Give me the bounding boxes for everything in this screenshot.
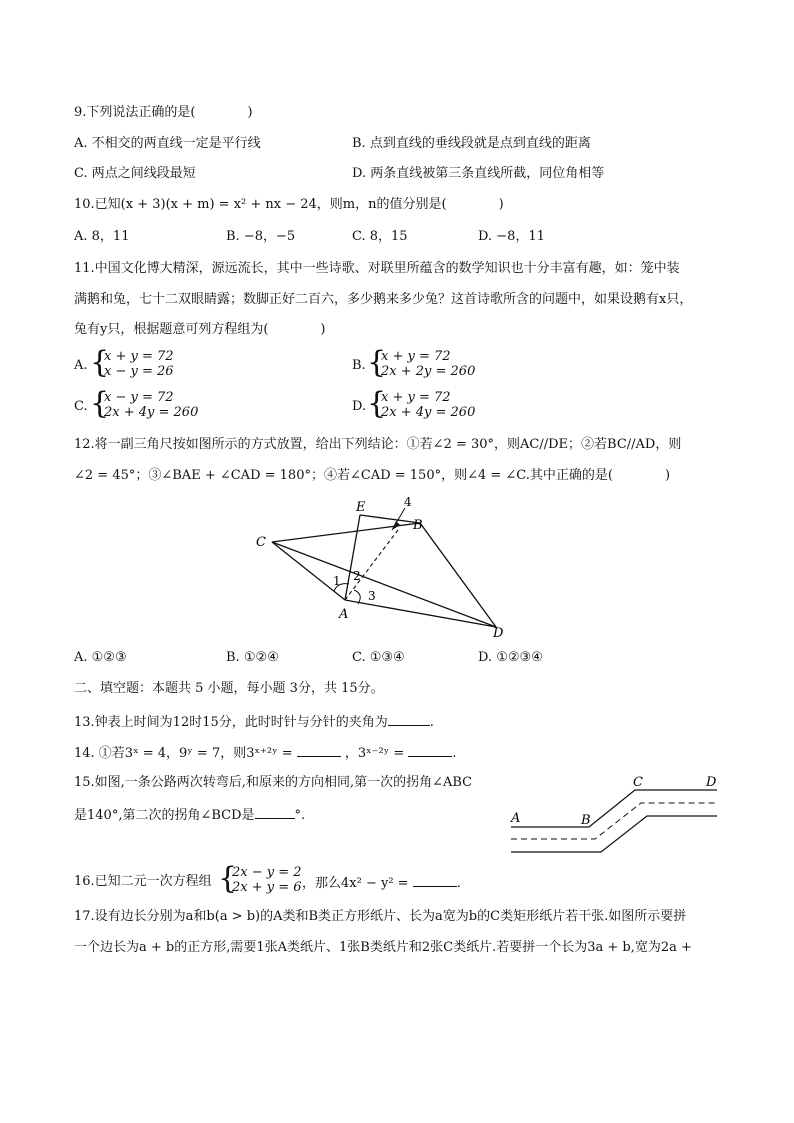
q16-suffix: ，那么4x² − y² =: [302, 876, 409, 891]
segment-ae: [345, 515, 360, 600]
q11-line3: 兔有y只，根据题意可列方程组为( ): [74, 322, 326, 337]
q14-answer-blank-1[interactable]: [297, 744, 341, 757]
q12-line1: 12.将一副三角尺按如图所示的方式放置，给出下列结论：①若∠2 = 30°，则AC//DE；②若BC//AD，则: [74, 437, 682, 452]
road-bottom-edge: [511, 816, 717, 852]
q14-mid: ，3ˣ⁻²ʸ =: [344, 746, 405, 761]
q9-option-d: D. 两条直线被第三条直线所截，同位角相等: [352, 166, 605, 181]
q9-stem: 9.下列说法正确的是( ): [74, 105, 253, 120]
equation: 2x + 4y = 260: [104, 405, 199, 420]
q15-line2: 是140°,第二次的拐角∠BCD是: [74, 808, 255, 823]
q12-figure: [250, 494, 530, 644]
segment-eb: [360, 515, 420, 523]
equation: x + y = 72: [104, 349, 174, 364]
q15-end: °.: [294, 808, 306, 823]
label-b: B: [413, 518, 423, 533]
road-center-line: [511, 803, 717, 839]
label-a: A: [511, 811, 521, 826]
q14-answer-blank-2[interactable]: [408, 744, 452, 757]
equation: x − y = 26: [104, 364, 174, 379]
q13-text: 13.钟表上时间为12时15分，此时时针与分针的夹角为: [74, 715, 388, 730]
q10-option-a: A. 8，11: [74, 229, 130, 244]
brace: {: [90, 386, 110, 421]
brace: {: [367, 345, 387, 380]
label-1: 1: [333, 574, 341, 588]
q12-option-b: B. ①②④: [226, 650, 279, 665]
q15-line1: 15.如图,一条公路两次转弯后,和原来的方向相同,第一次的拐角∠ABC: [74, 775, 473, 790]
label-c: C: [633, 775, 643, 790]
section-heading: 二、填空题：本题共 5 小题，每小题 3分，共 15分。: [74, 681, 384, 696]
q16-eq2: 2x + y = 6: [232, 880, 302, 895]
q11-option-b-label: B.: [352, 358, 366, 373]
q11-option-a-label: A.: [74, 358, 88, 373]
label-3: 3: [368, 589, 376, 603]
q17-line2: 一个边长为a + b的正方形,需要1张A类纸片、1张B类纸片和2张C类纸片.若要拼一个长为3a + b,宽为2a +: [74, 940, 692, 955]
q14-end: .: [452, 746, 457, 761]
equation: 2x + 4y = 260: [381, 405, 476, 420]
q12-line2: ∠2 = 45°；③∠BAE + ∠CAD = 180°；④若∠CAD = 150°，则∠4 = ∠C.其中正确的是( ): [74, 468, 671, 483]
label-2: 2: [353, 569, 361, 583]
q14-text: 14. ①若3ˣ = 4，9ʸ = 7，则3ˣ⁺²ʸ =: [74, 746, 293, 761]
triangle-cbd: [272, 523, 496, 627]
label-e: E: [356, 500, 366, 515]
equation: x − y = 72: [104, 390, 174, 405]
q13-answer-blank[interactable]: [388, 713, 430, 726]
q10-option-c: C. 8，15: [352, 229, 408, 244]
brace: {: [218, 861, 238, 896]
equation: 2x + 2y = 260: [381, 364, 476, 379]
q14: [74, 744, 457, 762]
q10-stem: 10.已知(x + 3)(x + m) = x² + nx − 24，则m，n的值分别是( ): [74, 197, 504, 212]
q16-end: .: [456, 876, 461, 891]
label-4: 4: [404, 495, 412, 509]
q17-line1: 17.设有边长分别为a和b(a > b)的A类和B类正方形纸片、长为a宽为b的C类矩形纸片若干张.如图所示要拼: [74, 909, 687, 924]
q15-line2-wrap: [74, 806, 305, 824]
segment-ac: [272, 542, 345, 600]
brace: {: [367, 386, 387, 421]
q9-option-a: A. 不相交的两直线一定是平行线: [74, 136, 261, 151]
q15-answer-blank[interactable]: [255, 806, 295, 819]
q13: [74, 713, 434, 731]
q11-option-c-label: C.: [74, 399, 88, 414]
q15-figure: [505, 772, 725, 856]
q12-option-c: C. ①③④: [352, 650, 405, 665]
label-a: A: [339, 607, 349, 622]
q11-line2: 满鹅和兔，七十二双眼睛露；数脚正好二百六，多少鹅来多少兔？这首诗歌所含的问题中，如果设鹅有x只，: [74, 292, 693, 307]
equation: x + y = 72: [381, 390, 451, 405]
q10-option-d: D. −8，11: [478, 229, 545, 244]
q9-option-b: B. 点到直线的垂线段就是点到直线的距离: [352, 136, 591, 151]
q16-tail: [302, 874, 461, 892]
equation: x + y = 72: [381, 349, 451, 364]
q16-answer-blank[interactable]: [413, 874, 457, 887]
q11-line1: 11.中国文化博大精深，源远流长，其中一些诗歌、对联里所蕴含的数学知识也十分丰富有趣，如：笼中装: [74, 261, 680, 276]
brace: {: [90, 345, 110, 380]
angle-4-arrowhead: [392, 521, 400, 530]
q16-eq1: 2x − y = 2: [232, 865, 302, 880]
q16-prefix: 16.已知二元一次方程组: [74, 874, 212, 889]
label-b: B: [581, 813, 591, 828]
q12-option-a: A. ①②③: [74, 650, 127, 665]
label-c: C: [256, 535, 266, 550]
segment-ad: [345, 600, 496, 627]
q12-option-d: D. ①②③④: [478, 650, 543, 665]
label-d: D: [706, 775, 717, 790]
label-d: D: [493, 626, 504, 641]
road-top-edge: [511, 790, 717, 827]
q10-option-b: B. −8，−5: [226, 229, 296, 244]
q9-option-c: C. 两点之间线段最短: [74, 166, 196, 181]
q11-option-d-label: D.: [352, 399, 367, 414]
q13-end: .: [429, 715, 434, 730]
